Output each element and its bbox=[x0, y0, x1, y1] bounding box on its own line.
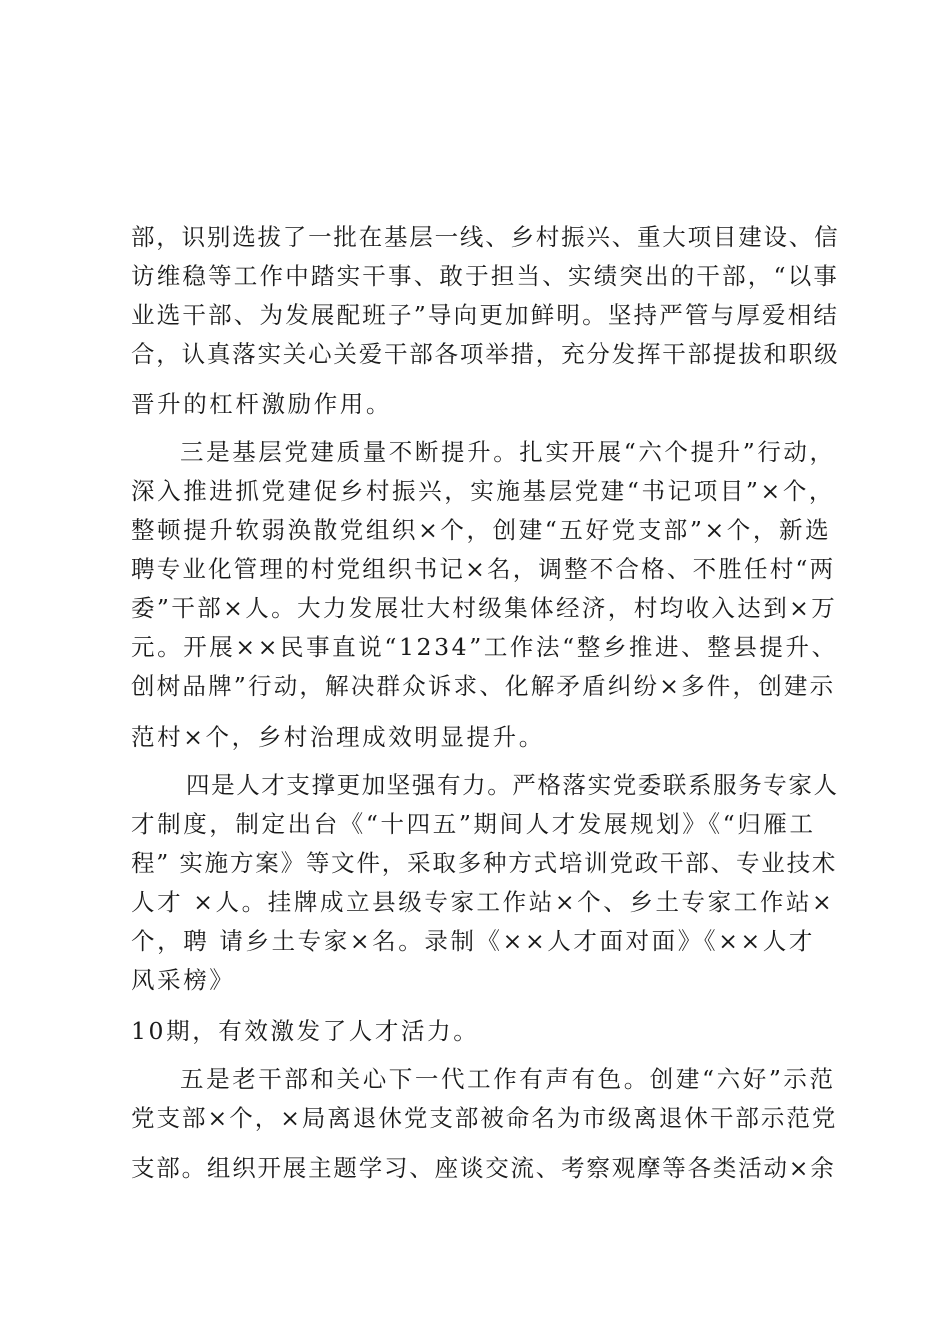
paragraph-line: 合，认真落实关心关爱干部各项举措，充分发挥干部提拔和职级 bbox=[131, 340, 840, 368]
paragraph-line: 委”干部×人。大力发展壮大村级集体经济，村均收入达到×万 bbox=[131, 594, 838, 622]
paragraph-line: 四是人才支撑更加坚强有力。严格落实党委联系服务专家人 bbox=[186, 771, 839, 799]
paragraph-line: 人才 ×人。挂牌成立县级专家工作站×个、乡土专家工作站× bbox=[131, 888, 835, 916]
paragraph-line: 五是老干部和关心下一代工作有声有色。创建“六好”示范 bbox=[180, 1065, 836, 1093]
paragraph-line: 元。开展××民事直说“1234”工作法“整乡推进、整县提升、 bbox=[131, 633, 838, 661]
paragraph-line: 个，聘 请乡土专家×名。录制《××人才面对面》《××人才 bbox=[131, 927, 815, 955]
paragraph-line: 风采榜》 bbox=[131, 966, 236, 994]
paragraph-line: 部，识别选拔了一批在基层一线、乡村振兴、重大项目建设、信 bbox=[131, 223, 840, 251]
paragraph-line: 晋升的杠杆激励作用。 bbox=[131, 390, 392, 418]
paragraph-line: 整顿提升软弱涣散党组织×个，创建“五好党支部”×个，新选 bbox=[131, 516, 832, 544]
paragraph-line: 党支部×个，×局离退休党支部被命名为市级离退休干部示范党 bbox=[131, 1104, 838, 1132]
paragraph-line: 深入推进抓党建促乡村振兴，实施基层党建“书记项目”×个， bbox=[131, 477, 836, 505]
paragraph-line: 访维稳等工作中踏实干事、敢于担当、实绩突出的干部，“以事 bbox=[131, 262, 840, 290]
paragraph-line: 才制度，制定出台《“十四五”期间人才发展规划》《“归雁工 bbox=[131, 810, 816, 838]
paragraph-line: 三是基层党建质量不断提升。扎实开展“六个提升”行动， bbox=[180, 438, 836, 466]
paragraph-line: 支部。组织开展主题学习、座谈交流、考察观摩等各类活动×余 bbox=[131, 1154, 836, 1182]
paragraph-line: 程” 实施方案》等文件，采取多种方式培训党政干部、专业技术 bbox=[131, 849, 838, 877]
paragraph-line: 业选干部、为发展配班子”导向更加鲜明。坚持严管与厚爱相结 bbox=[131, 301, 840, 329]
paragraph-line: 创树品牌”行动，解决群众诉求、化解矛盾纠纷×多件，创建示 bbox=[131, 672, 836, 700]
paragraph-line: 范村×个，乡村治理成效明显提升。 bbox=[131, 723, 545, 751]
paragraph-line: 聘专业化管理的村党组织书记×名，调整不合格、不胜任村“两 bbox=[131, 555, 836, 583]
paragraph-line: 10期，有效激发了人才活力。 bbox=[131, 1017, 480, 1045]
